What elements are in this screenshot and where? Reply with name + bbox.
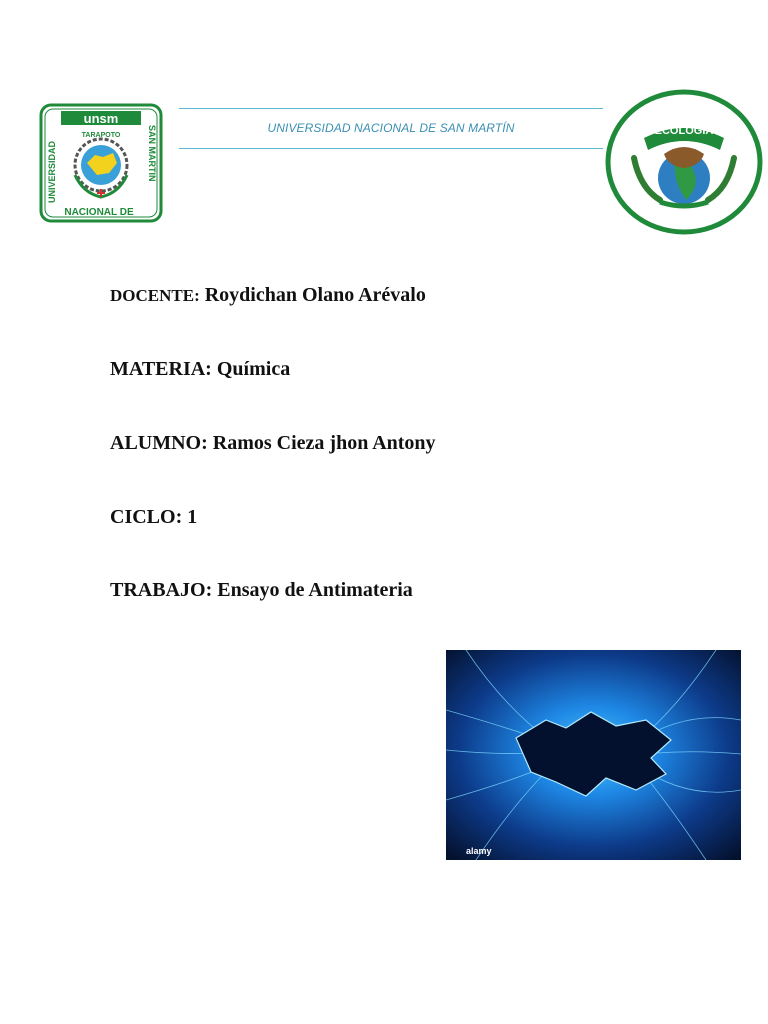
field-materia-value: Química: [216, 358, 291, 380]
ecology-banner-text: ECOLOGIA: [654, 125, 714, 137]
field-trabajo-value: Ensayo de Antimateria: [217, 579, 413, 601]
seal-top-text: unsm: [83, 111, 119, 126]
header-bottom-rule: [179, 148, 603, 149]
field-docente-label: DOCENTE:: [110, 286, 200, 305]
field-alumno-label: ALUMNO:: [110, 432, 208, 454]
seal-inner-text: TARAPOTO: [81, 132, 121, 139]
field-materia: [110, 358, 290, 381]
seal-ring-bottom: NACIONAL DE: [64, 207, 134, 218]
field-ciclo-value: 1: [187, 506, 198, 528]
field-alumno-value: Ramos Cieza jhon Antony: [212, 432, 436, 454]
seal-ring-right: SAN MARTIN: [147, 125, 157, 182]
field-ciclo: [110, 506, 197, 529]
header-top-rule: [179, 108, 603, 109]
field-trabajo-label: TRABAJO:: [110, 579, 213, 601]
university-seal-icon: [39, 103, 163, 223]
field-trabajo: [110, 579, 413, 602]
antimatter-fractal-image: [446, 650, 741, 860]
ecology-seal-icon: [604, 88, 764, 236]
field-alumno: [110, 432, 436, 455]
university-name: UNIVERSIDAD NACIONAL DE SAN MARTÍN: [267, 121, 515, 135]
field-docente: [110, 284, 426, 307]
field-materia-label: MATERIA:: [110, 358, 212, 380]
field-docente-value: Roydichan Olano Arévalo: [204, 284, 426, 306]
seal-ring-left: UNIVERSIDAD: [47, 140, 57, 203]
field-ciclo-label: CICLO:: [110, 506, 183, 528]
watermark-text: alamy: [466, 846, 492, 856]
